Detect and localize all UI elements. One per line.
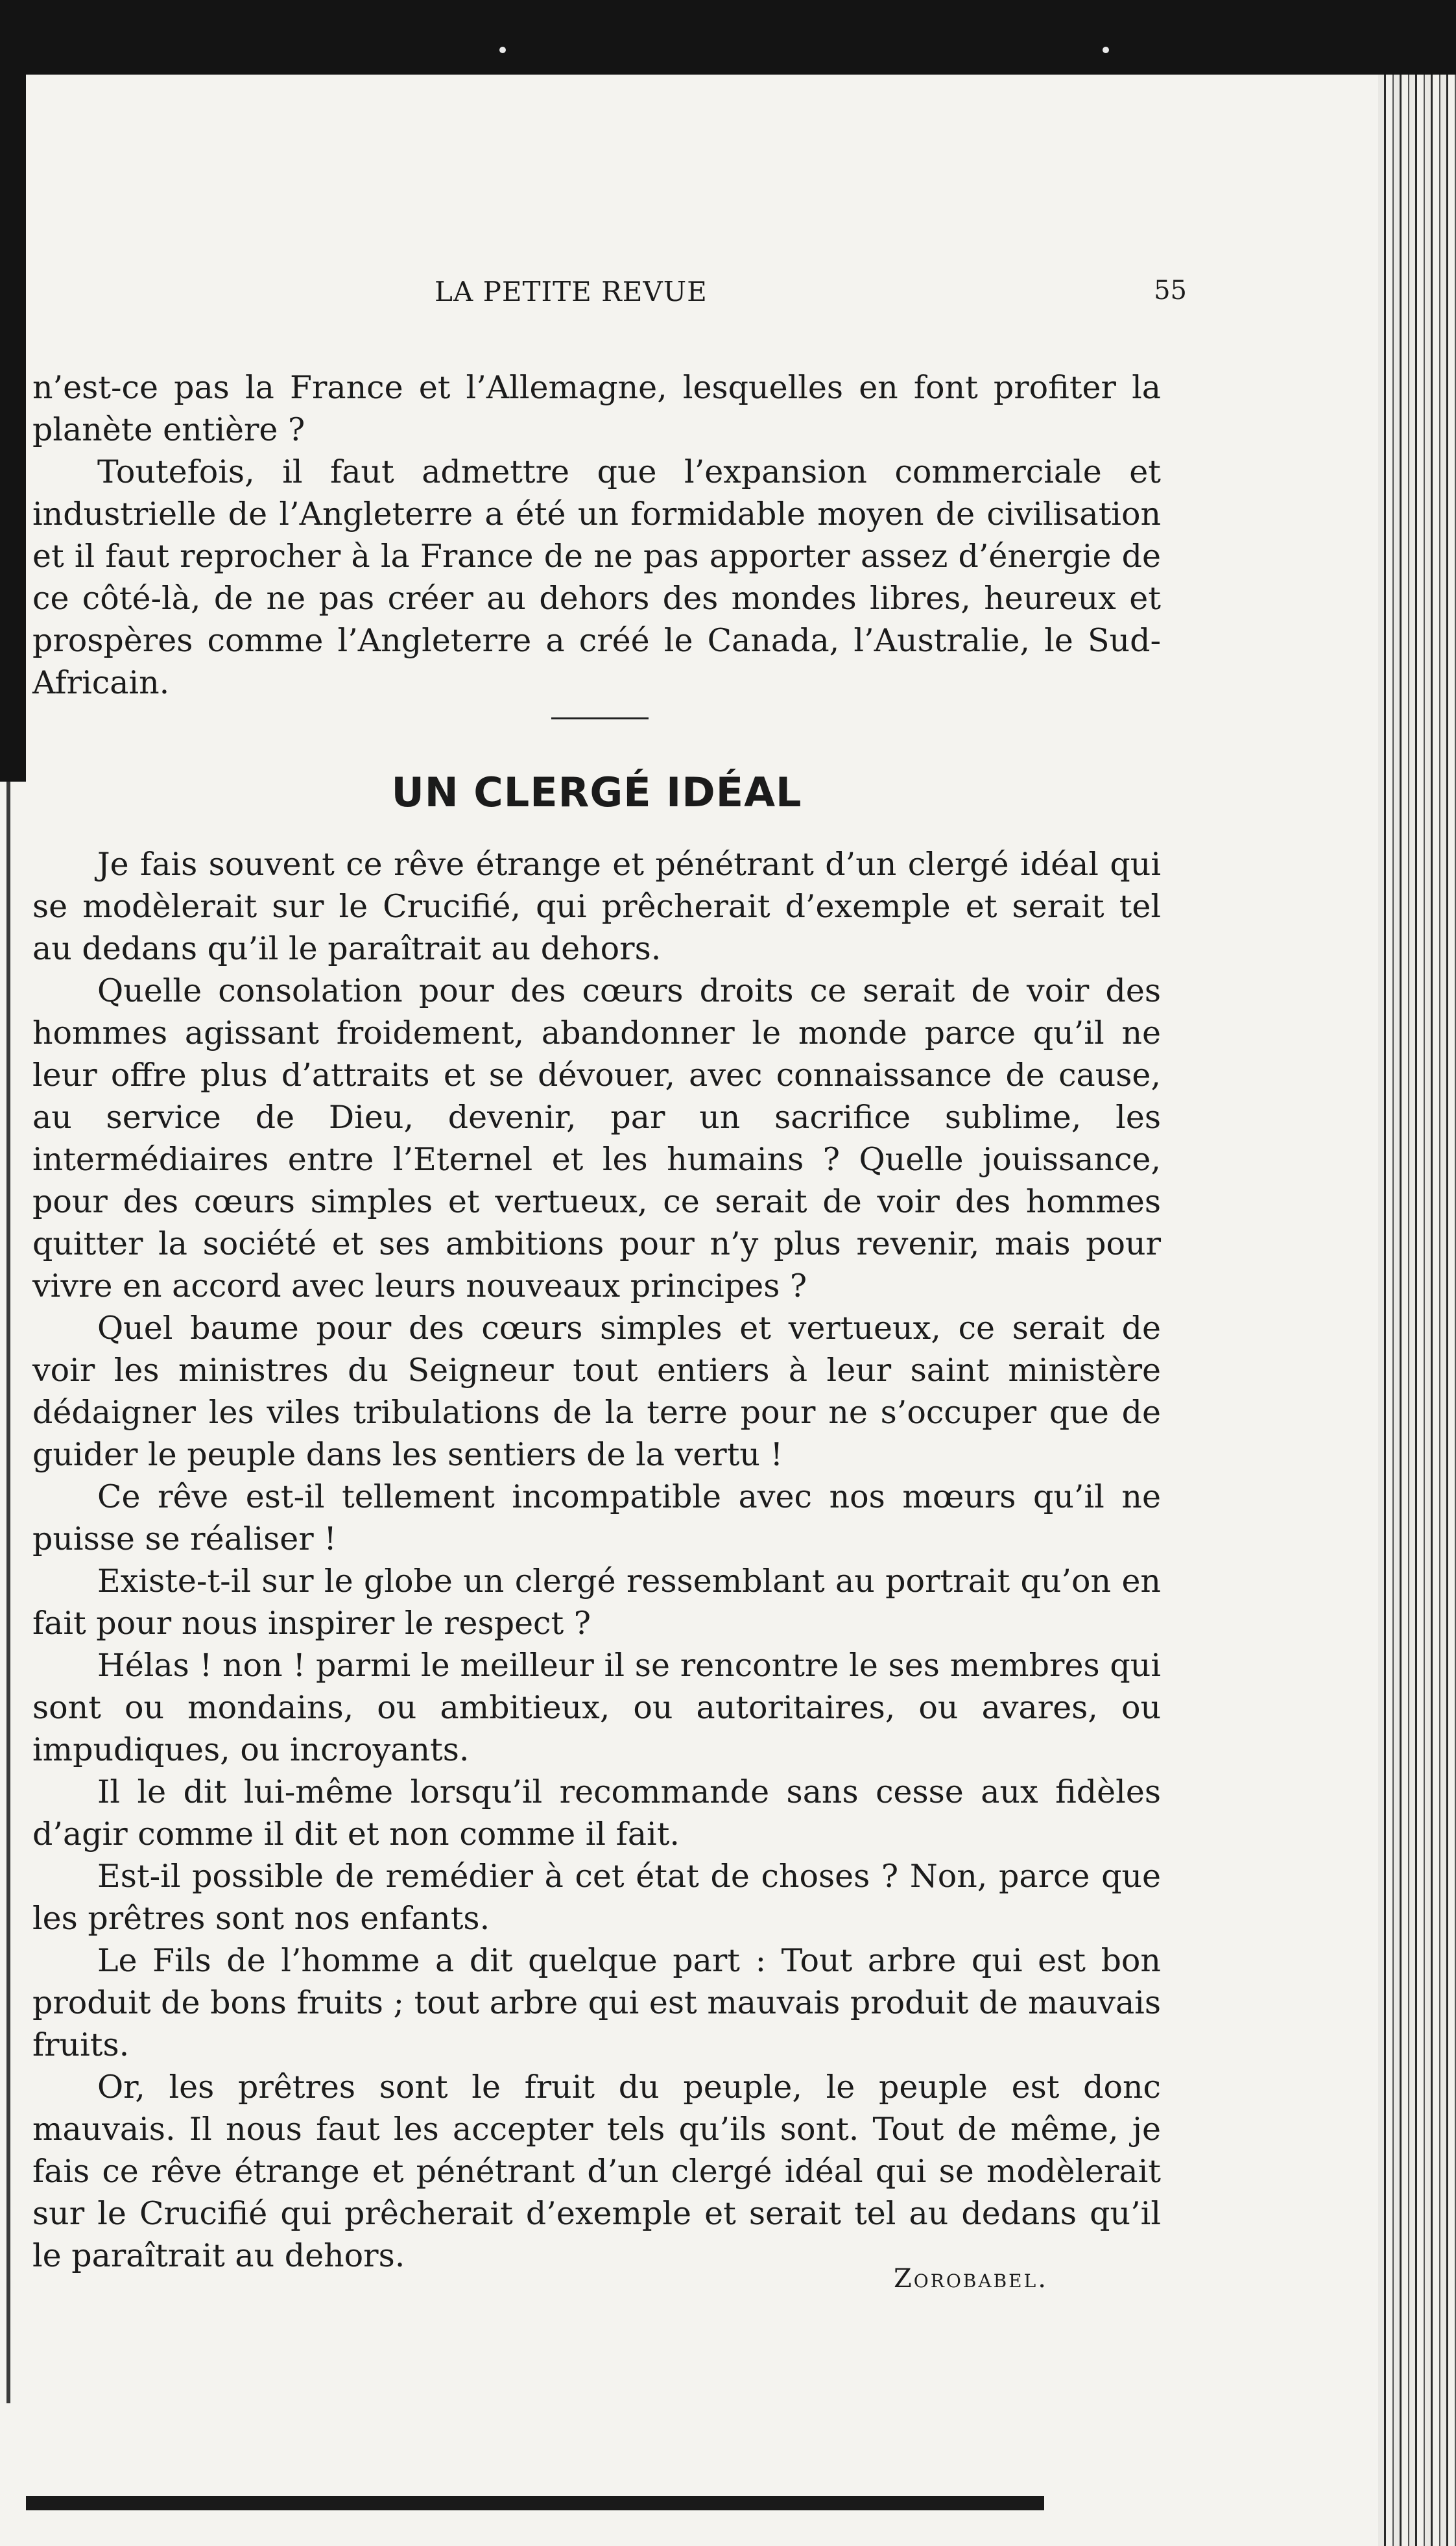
scan-bottom-rule [26,2496,1044,2510]
paragraph: Existe-t-il sur le globe un clergé ressemblant au portrait qu’on en fait pour nous inspirer le respect ? [32,1563,1161,1642]
paragraph: Le Fils de l’homme a dit quelque part : Tout arbre qui est bon produit de bons fruits ; tout arbre qui est mauvais produit de mauvais fruits. [32,1942,1161,2063]
scan-top-border [0,0,1456,75]
scan-left-edge-line [6,782,10,2403]
paragraph: Ce rêve est-il tellement incompatible avec nos mœurs qu’il ne puisse se réaliser ! [32,1478,1161,1557]
paragraph: n’est-ce pas la France et l’Allemagne, lesquelles en font profiter la planète entière ? [32,369,1161,448]
paragraph: Est-il possible de remédier à cet état de choses ? Non, parce que les prêtres sont nos enfants. [32,1858,1161,1937]
article-title: UN CLERGÉ IDÉAL [391,769,802,816]
paragraph: Or, les prêtres sont le fruit du peuple, le peuple est donc mauvais. Il nous faut les accepter tels qu’ils sont. Tout de même, je fais ce rêve étrange et pénétrant d’un clergé idéal qui se modèlerait sur le Crucifié qui prêcherait d’exemple et serait tel au dedans qu’il le paraîtrait au dehors. [32,2069,1161,2274]
paragraph: Quelle consolation pour des cœurs droits ce serait de voir des hommes agissant froidement, abandonner le monde parce qu’il ne leur offre plus d’attraits et se dévouer, avec connaissance de cause, au service de Dieu, devenir, par un sacrifice sublime, les intermédiaires entre l’Eternel et les humains ? Quelle jouissance, pour des cœurs simples et vertueux, ce serait de voir des hommes quitter la société et ses ambitions pour n’y plus revenir, mais pour vivre en accord avec leurs nouveaux principes ? [32,972,1161,1304]
scan-right-page-edges [1378,75,1456,2546]
paragraph: Hélas ! non ! parmi le meilleur il se rencontre le ses membres qui sont ou mondains, ou ambitieux, ou autoritaires, ou avares, ou impudiques, ou incroyants. [32,1647,1161,1768]
paragraph: Il le dit lui-même lorsqu’il recommande sans cesse aux fidèles d’agir comme il dit et non comme il fait. [32,1773,1161,1853]
scan-speck [499,47,506,53]
scan-speck [1103,47,1109,53]
page-header [435,276,1187,315]
scan-left-border [0,75,26,782]
paragraph: Je fais souvent ce rêve étrange et pénétrant d’un clergé idéal qui se modèlerait sur le Crucifié, qui prêcherait d’exemple et serait tel au dedans qu’il le paraîtrait au dehors. [32,846,1161,967]
author-signature: Zorobabel. [894,2264,1048,2294]
paragraph: Toutefois, il faut admettre que l’expansion commerciale et industrielle de l’Angleterre a été un formidable moyen de civilisation et il faut reprocher à la France de ne pas apporter assez d’énergie de ce côté-là, de ne pas créer au dehors des mondes libres, heureux et prospères comme l’Angleterre a créé le Canada, l’Australie, le Sud-Africain. [32,453,1161,701]
article-body [32,843,1161,2277]
section-divider [551,717,649,719]
page-number: 55 [1154,276,1187,306]
paragraph: Quel baume pour des cœurs simples et vertueux, ce serait de voir les ministres du Seigneur tout entiers à leur saint ministère dédaigner les viles tribulations de la terre pour ne s’occuper que de guider le peuple dans les sentiers de la vertu ! [32,1310,1161,1473]
previous-article-ending [32,366,1161,704]
running-title: LA PETITE REVUE [435,276,708,307]
